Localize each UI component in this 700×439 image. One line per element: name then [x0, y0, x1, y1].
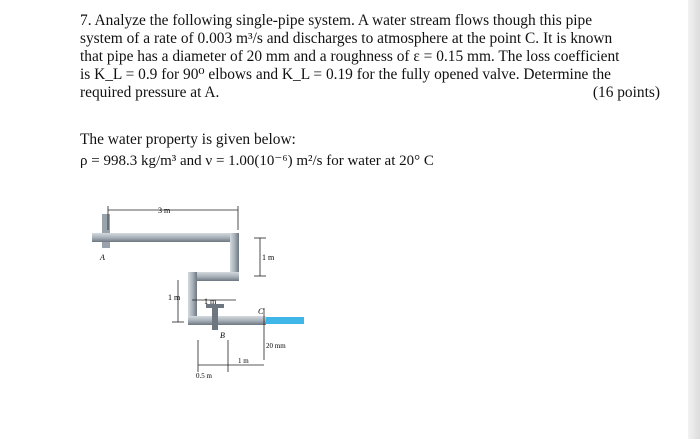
property-formula: ρ = 998.3 kg/m³ and ν = 1.00(10⁻⁶) m²/s for water at 20° C — [80, 153, 434, 169]
pipe-diagram — [88, 200, 308, 380]
water-jet — [266, 317, 304, 324]
pipe-top — [92, 233, 232, 242]
problem-number: 7. — [80, 12, 92, 29]
label-1m-right: 1 m — [262, 253, 275, 262]
problem-line-3: that pipe has a diameter of 20 mm and a roughness of ε = 0.15 mm. The loss coefficient — [80, 48, 620, 65]
label-B: B — [220, 331, 225, 340]
dimension-lines — [108, 206, 266, 372]
problem-line-2: system of a rate of 0.003 m³/s and discharges to atmosphere at the point C. It is known — [80, 30, 613, 47]
label-A: A — [100, 253, 105, 262]
support-post — [102, 214, 110, 248]
valve-icon — [212, 308, 218, 330]
points-label: (16 points) — [592, 84, 660, 101]
label-1m-left: 1 m — [168, 293, 181, 302]
problem-line-5 — [80, 84, 660, 102]
label-3m: 3 m — [158, 206, 171, 215]
label-20mm: 20 mm — [266, 342, 286, 350]
property-heading: The water property is given below: — [80, 131, 296, 148]
problem-line-1: 7. Analyze the following single-pipe system. A water stream flows though this pipe — [80, 12, 593, 29]
pipe-bottom — [188, 316, 266, 325]
label-1m-mid: 1 m — [204, 297, 217, 306]
label-1m-bottom: 1 m — [238, 357, 249, 365]
label-05m: 0.5 m — [196, 372, 212, 380]
problem-statement — [80, 12, 660, 102]
pipe-system-figure — [88, 200, 308, 380]
page-edge — [688, 0, 700, 439]
problem-line-5-text: required pressure at A. — [80, 84, 220, 101]
problem-line-4: is K_L = 0.9 for 90⁰ elbows and K_L = 0.19 for the fully opened valve. Determine the — [80, 66, 612, 83]
label-C: C — [258, 307, 264, 316]
